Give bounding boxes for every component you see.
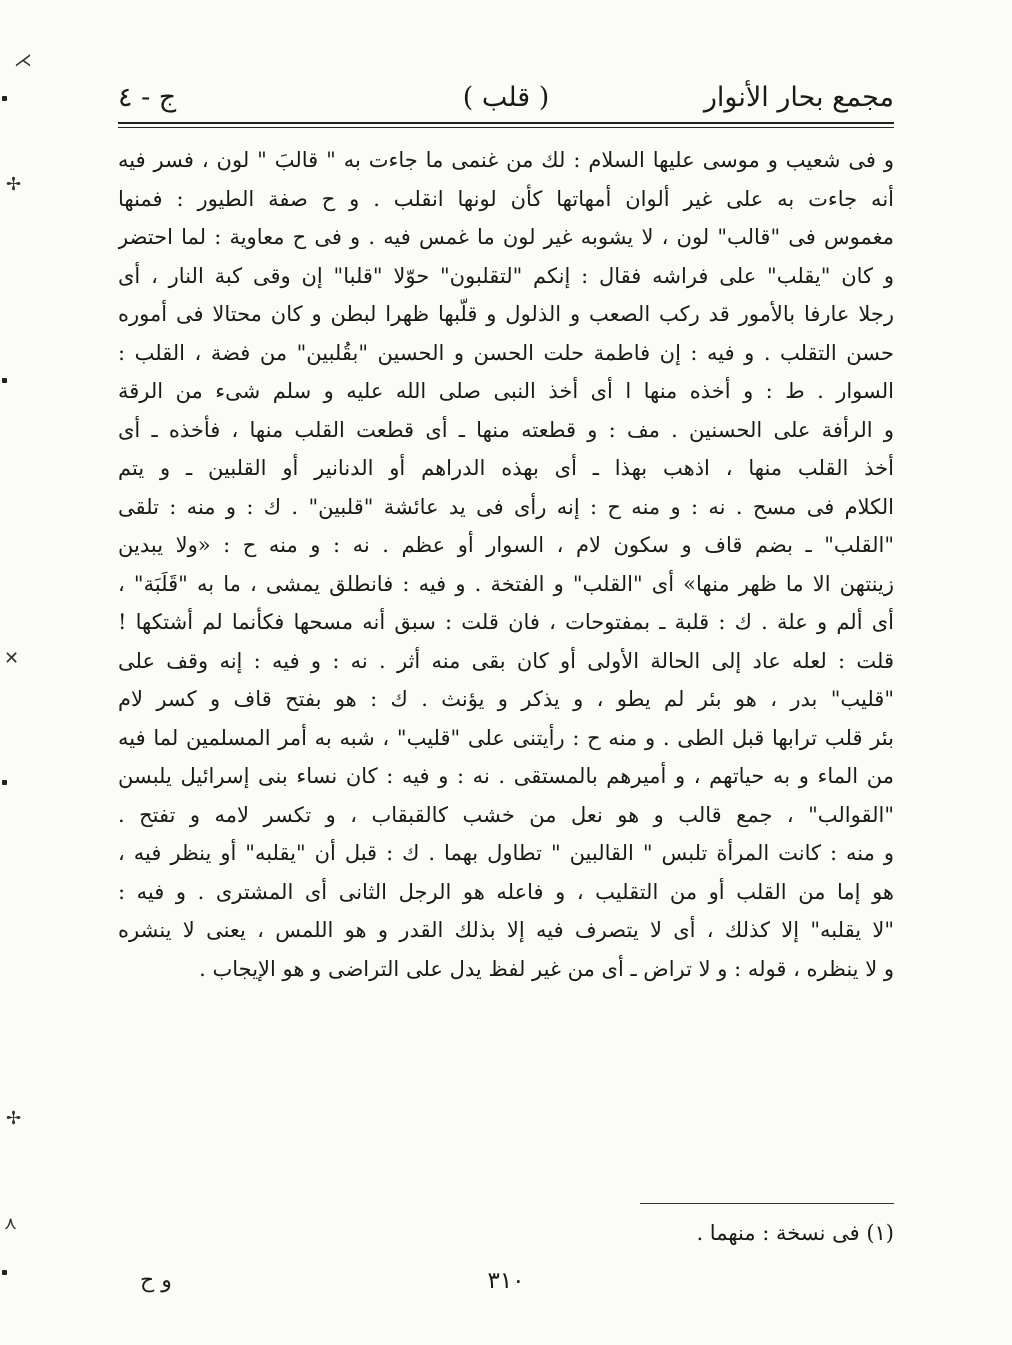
text-line: أنه جاءت به على غير ألوان أمهاتها كأن لونها انقلب . و ح صفة الطيور : فمنها — [118, 186, 894, 211]
text-line: أخذ القلب منها ، اذهب بهذا ـ أى بهذه الدراهم أو الدنانير أو القلبين ـ و يتم — [118, 456, 894, 480]
text-line: قلت : لعله عاد إلى الحالة الأولى أو كان بقى منه أثر . نه : و فيه : إنه وقف على — [118, 648, 894, 673]
text-line: من الماء و به حياتهم ، و أميرهم بالمستقى . نه : و فيه : كان نساء بنى إسرائيل يلبسن — [118, 764, 894, 788]
text-line: أى ألم و علة . ك : قلبة ـ بمفتوحات ، فان قلت : سبق أنه مسحها فكأنما لم أشتكها ! — [118, 610, 894, 634]
text-line: السوار . ط : و أخذه منها ا أى أخذ النبى صلى الله عليه و سلم شىء من الرقة — [118, 379, 894, 403]
footnote-rule — [640, 1203, 894, 1204]
text-line: مغموس فى "قالب" لون ، لا يشوبه غير لون ما غمس فيه . و فى ح معاوية : لما احتضر — [118, 225, 894, 249]
printer-signature: و ح — [140, 1268, 172, 1293]
header-rule-thick — [118, 122, 894, 124]
text-line: زينتهن الا ما ظهر منها» أى "القلب" و الفتخة . و فيه : فانطلق يمشى ، ما به "قَلَبَة" ، — [118, 571, 894, 596]
text-line: "القلب" ـ بضم قاف و سكون لام ، السوار أو عظم . نه : و منه ح : «ولا يبدين — [118, 533, 894, 557]
scan-mark-icon: ✢ — [6, 174, 22, 195]
text-line: بئر قلب ترابها قبل الطى . و منه ح : رأيتنى على "قليب" ، شبه به أمر المسلمين لما فيه — [118, 725, 894, 750]
text-line: حسن التقلب . و فيه : إن فاطمة حلت الحسن و الحسين "بقُلبين" من فضة ، القلب : — [118, 340, 894, 365]
footnote: (١) فى نسخة : منهما . — [696, 1221, 894, 1245]
volume-number: ج - ٤ — [118, 82, 177, 113]
book-title: مجمع بحار الأنوار — [703, 82, 894, 113]
text-line: "لا يقلبه" إلا كذلك ، أى لا يتصرف فيه إلا بذلك القدر و هو اللمس ، يعنى لا ينشره — [118, 918, 894, 942]
scan-mark-icon: ⋌ — [14, 50, 32, 71]
scan-mark-icon — [2, 780, 7, 785]
scan-mark-icon: ✕ — [4, 648, 20, 669]
text-line: و كان "يقلب" على فراشه فقال : إنكم "لتقلبون" حوّلا "قلبا" إن وقى كبة النار ، أى — [118, 263, 894, 288]
text-line: و الرأفة على الحسنين . مف : و قطعته منها ـ أى قطعت القلب منها ، فأخذه ـ أى — [118, 417, 894, 442]
text-line: و منه : كانت المرأة تلبس " القالبين " تطاول بهما . ك : قبل أن "يقلبه" أو ينظر فيه ، — [118, 841, 894, 865]
text-line: "قليب" بدر ، هو بئر لم يطو ، و يذكر و يؤنث . ك : هو بفتح قاف و كسر لام — [118, 687, 894, 711]
text-line: رجلا عارفا بالأمور قد ركب الصعب و الذلول و قلّبها ظهرا لبطن و كان محتالا فى أموره — [118, 302, 894, 326]
header-rule-thin — [118, 127, 894, 128]
scan-mark-icon — [2, 1270, 7, 1275]
body-text — [118, 141, 894, 988]
text-line: هو إما من القلب أو من التقليب ، و فاعله هو الرجل الثانى أى المشترى . و فيه : — [118, 879, 894, 904]
text-line: و لا ينظره ، قوله : و لا تراض ـ أى من غير لفظ يدل على التراضى و هو الإيجاب . — [199, 956, 894, 981]
running-header — [118, 78, 894, 118]
text-line: الكلام فى مسح . نه : و منه ح : إنه رأى فى يد عائشة "قلبين" . ك : و منه : تلقى — [118, 494, 894, 519]
page-number: ٣١٠ — [487, 1268, 525, 1294]
text-line: و فى شعيب و موسى عليها السلام : لك من غنمى ما جاءت به " قالبَ " لون ، فسر فيه — [118, 148, 894, 172]
scan-mark-icon: ✢ — [6, 1108, 22, 1129]
scan-mark-icon — [2, 378, 7, 383]
section-title: ( قلب ) — [462, 82, 550, 113]
text-line: "القوالب" ، جمع قالب و هو نعل من خشب كالقبقاب ، و تكسر لامه و تفتح . — [118, 802, 894, 827]
scan-mark-icon — [2, 96, 7, 101]
scan-mark-icon: ⋏ — [4, 1213, 18, 1234]
